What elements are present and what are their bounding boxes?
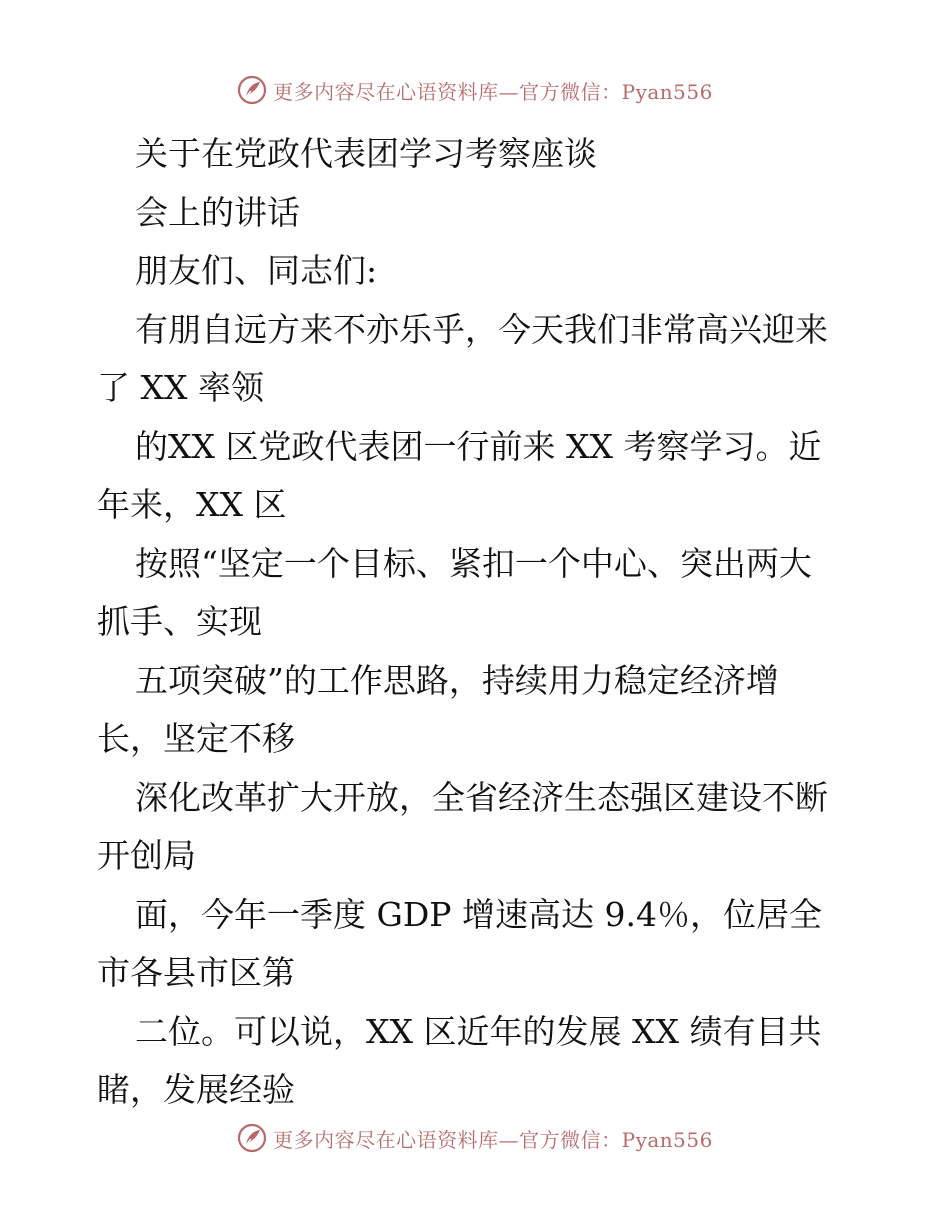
body-line: 长，坚定不移 (97, 719, 295, 758)
body-line: 面，今年一季度 GDP 增速高达 9.4％，位居全 (135, 894, 822, 934)
salutation: 朋友们、同志们: (135, 251, 378, 290)
feather-pen-logo-icon (237, 1123, 267, 1153)
body-line: 抓手、实现 (97, 602, 262, 641)
body-line: 深化改革扩大开放，全省经济生态强区建设不断 (135, 777, 828, 817)
watermark-text: 更多内容尽在心语资料库—官方微信：Pyan556 (273, 1127, 713, 1152)
body-line: 睹，发展经验 (97, 1070, 295, 1109)
body-line: 的XX 区党政代表团一行前来 XX 考察学习。近 (135, 426, 822, 466)
header-watermark (237, 75, 713, 105)
body-line: 市各县市区第 (97, 953, 295, 992)
feather-pen-logo-icon (237, 75, 267, 105)
header-watermark-banner (0, 70, 950, 110)
watermark-text: 更多内容尽在心语资料库—官方微信：Pyan556 (273, 79, 713, 104)
document-body (97, 125, 857, 1120)
body-line: 二位。可以说，XX 区近年的发展 XX 绩有目共 (135, 1011, 822, 1051)
body-line: 五项突破”的工作思路，持续用力稳定经济增 (135, 660, 779, 700)
footer-watermark-banner (0, 1118, 950, 1158)
body-line: 有朋自远方来不亦乐乎，今天我们非常高兴迎来 (135, 309, 828, 349)
footer-watermark (237, 1123, 713, 1153)
body-line: 年来，XX 区 (97, 485, 287, 524)
document-title-line-1: 关于在党政代表团学习考察座谈 (135, 134, 597, 173)
body-line: 了 XX 率领 (97, 368, 264, 407)
body-line: 开创局 (97, 836, 196, 875)
body-line: 按照“坚定一个目标、紧扣一个中心、突出两大 (135, 543, 812, 583)
document-title-line-2: 会上的讲话 (135, 192, 300, 232)
